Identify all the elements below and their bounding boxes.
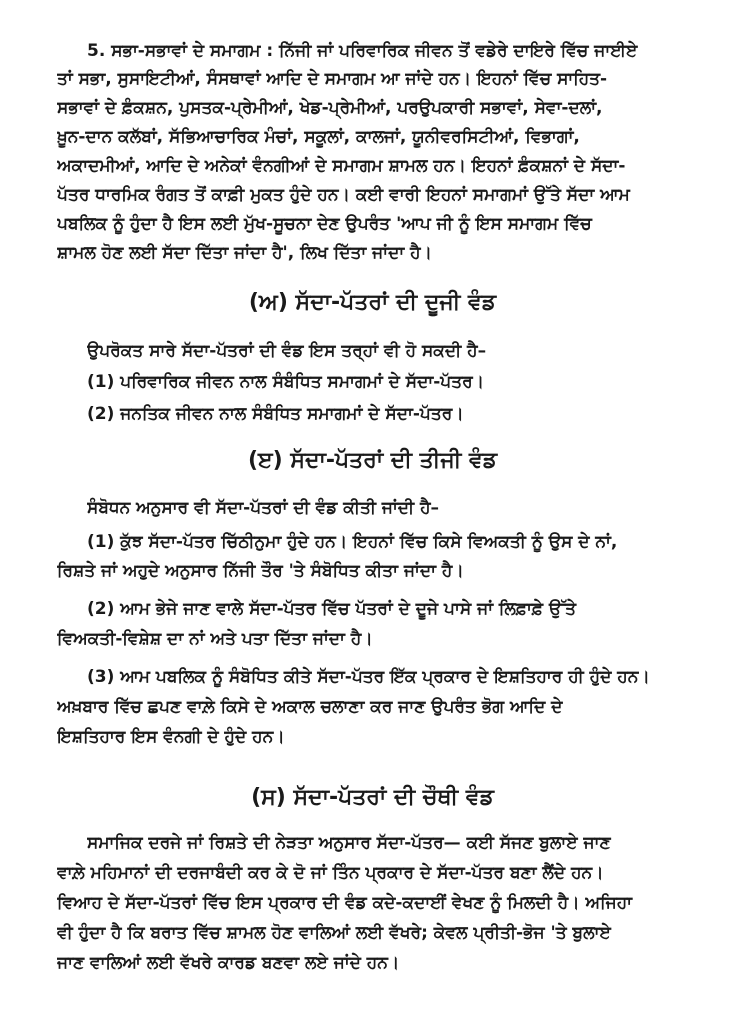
intro-line-7: ਪਬਲਿਕ ਨੂੰ ਹੁੰਦਾ ਹੈ ਇਸ ਲਈ ਮੁੱਖ-ਸੂਚਨਾ ਦੇਣ ਉਪਰੰਤ 'ਆਪ ਜੀ ਨੂੰ ਇਸ ਸਮਾਗਮ ਵਿੱਚ [57, 214, 592, 234]
section-s-line-4: ਵੀ ਹੁੰਦਾ ਹੈ ਕਿ ਬਰਾਤ ਵਿੱਚ ਸ਼ਾਮਲ ਹੋਣ ਵਾਲਿਆਂ ਲਈ ਵੱਖਰੇ; ਕੇਵਲ ਪ੍ਰੀਤੀ-ਭੋਜ 'ਤੇ ਬੁਲਾਏ [57, 923, 611, 943]
intro-line-8: ਸ਼ਾਮਲ ਹੋਣ ਲਈ ਸੱਦਾ ਦਿੱਤਾ ਜਾਂਦਾ ਹੈ', ਲਿਖ ਦਿੱਤਾ ਜਾਂਦਾ ਹੈ। [57, 243, 432, 263]
section-e-line-1: ਸੰਬੋਧਨ ਅਨੁਸਾਰ ਵੀ ਸੱਦਾ-ਪੱਤਰਾਂ ਦੀ ਵੰਡ ਕੀਤੀ ਜਾਂਦੀ ਹੈ– [87, 498, 440, 518]
section-heading-third-division: (ੲ) ਸੱਦਾ-ਪੱਤਰਾਂ ਦੀ ਤੀਜੀ ਵੰਡ [247, 448, 498, 473]
intro-line-4: ਖ਼ੂਨ-ਦਾਨ ਕਲੱਬਾਂ, ਸੱਭਿਆਚਾਰਿਕ ਮੰਚਾਂ, ਸਕੂਲਾਂ, ਕਾਲਜਾਂ, ਯੂਨੀਵਰਸਿਟੀਆਂ, ਵਿਭਾਗਾਂ, [57, 127, 580, 147]
section-e-item-3-cont-2: ਇਸ਼ਤਿਹਾਰ ਇਸ ਵੰਨਗੀ ਦੇ ਹੁੰਦੇ ਹਨ। [57, 727, 285, 747]
section-e-item-3: (3) ਆਮ ਪਬਲਿਕ ਨੂੰ ਸੰਬੋਧਿਤ ਕੀਤੇ ਸੱਦਾ-ਪੱਤਰ ਇੱਕ ਪ੍ਰਕਾਰ ਦੇ ਇਸ਼ਤਿਹਾਰ ਹੀ ਹੁੰਦੇ ਹਨ। [87, 667, 650, 687]
section-a-item-2: (2) ਜਨਤਿਕ ਜੀਵਨ ਨਾਲ ਸੰਬੰਧਿਤ ਸਮਾਗਮਾਂ ਦੇ ਸੱਦਾ-ਪੱਤਰ। [87, 404, 464, 424]
intro-line-1: 5. ਸਭਾ-ਸਭਾਵਾਂ ਦੇ ਸਮਾਗਮ : ਨਿੱਜੀ ਜਾਂ ਪਰਿਵਾਰਿਕ ਜੀਵਨ ਤੋਂ ਵਡੇਰੇ ਦਾਇਰੇ ਵਿੱਚ ਜਾਈਏ [87, 41, 638, 61]
section-e-item-2-cont: ਵਿਅਕਤੀ-ਵਿਸ਼ੇਸ਼ ਦਾ ਨਾਂ ਅਤੇ ਪਤਾ ਦਿੱਤਾ ਜਾਂਦਾ ਹੈ। [57, 629, 373, 649]
section-e-item-1: (1) ਕੁੱਝ ਸੱਦਾ-ਪੱਤਰ ਚਿੱਠੀਨੁਮਾ ਹੁੰਦੇ ਹਨ। ਇਹਨਾਂ ਵਿੱਚ ਕਿਸੇ ਵਿਅਕਤੀ ਨੂੰ ਉਸ ਦੇ ਨਾਂ, [87, 532, 618, 552]
section-a-line-1: ਉਪਰੋਕਤ ਸਾਰੇ ਸੱਦਾ-ਪੱਤਰਾਂ ਦੀ ਵੰਡ ਇਸ ਤਰ੍ਹਾਂ ਵੀ ਹੋ ਸਕਦੀ ਹੈ– [87, 341, 487, 361]
intro-line-6: ਪੱਤਰ ਧਾਰਮਿਕ ਰੰਗਤ ਤੋਂ ਕਾਫ਼ੀ ਮੁਕਤ ਹੁੰਦੇ ਹਨ। ਕਈ ਵਾਰੀ ਇਹਨਾਂ ਸਮਾਗਮਾਂ ਉੱਤੇ ਸੱਦਾ ਆਮ [57, 185, 630, 205]
section-e-item-1-cont: ਰਿਸ਼ਤੇ ਜਾਂ ਅਹੁਦੇ ਅਨੁਸਾਰ ਨਿੱਜੀ ਤੌਰ 'ਤੇ ਸੰਬੋਧਿਤ ਕੀਤਾ ਜਾਂਦਾ ਹੈ। [57, 561, 464, 581]
section-heading-fourth-division: (ਸ) ਸੱਦਾ-ਪੱਤਰਾਂ ਦੀ ਚੌਥੀ ਵੰਡ [251, 785, 494, 810]
intro-line-3: ਸਭਾਵਾਂ ਦੇ ਫ਼ੰਕਸ਼ਨ, ਪੁਸਤਕ-ਪ੍ਰੇਮੀਆਂ, ਖੇਡ-ਪ੍ਰੇਮੀਆਂ, ਪਰਉਪਕਾਰੀ ਸਭਾਵਾਂ, ਸੇਵਾ-ਦਲਾਂ, [57, 98, 603, 118]
section-s-line-2: ਵਾਲ਼ੇ ਮਹਿਮਾਨਾਂ ਦੀ ਦਰਜਾਬੰਦੀ ਕਰ ਕੇ ਦੋ ਜਾਂ ਤਿੰਨ ਪ੍ਰਕਾਰ ਦੇ ਸੱਦਾ-ਪੱਤਰ ਬਣਾ ਲੈਂਦੇ ਹਨ। [57, 863, 604, 883]
section-s-line-5: ਜਾਣ ਵਾਲਿਆਂ ਲਈ ਵੱਖਰੇ ਕਾਰਡ ਬਣਵਾ ਲਏ ਜਾਂਦੇ ਹਨ। [57, 953, 400, 973]
section-heading-second-division: (ਅ) ਸੱਦਾ-ਪੱਤਰਾਂ ਦੀ ਦੂਜੀ ਵੰਡ [248, 290, 497, 315]
section-e-item-3-cont-1: ਅਖ਼ਬਾਰ ਵਿੱਚ ਛਪਣ ਵਾਲ਼ੇ ਕਿਸੇ ਦੇ ਅਕਾਲ ਚਲਾਣਾ ਕਰ ਜਾਣ ਉਪਰੰਤ ਭੋਗ ਆਦਿ ਦੇ [57, 697, 563, 717]
section-a-item-1: (1) ਪਰਿਵਾਰਿਕ ਜੀਵਨ ਨਾਲ ਸੰਬੰਧਿਤ ਸਮਾਗਮਾਂ ਦੇ ਸੱਦਾ-ਪੱਤਰ। [87, 372, 485, 392]
section-s-line-3: ਵਿਆਹ ਦੇ ਸੱਦਾ-ਪੱਤਰਾਂ ਵਿੱਚ ਇਸ ਪ੍ਰਕਾਰ ਦੀ ਵੰਡ ਕਦੇ-ਕਦਾਈਂ ਵੇਖਣ ਨੂੰ ਮਿਲਦੀ ਹੈ। ਅਜਿਹਾ [57, 893, 633, 913]
intro-line-5: ਅਕਾਦਮੀਆਂ, ਆਦਿ ਦੇ ਅਨੇਕਾਂ ਵੰਨਗੀਆਂ ਦੇ ਸਮਾਗਮ ਸ਼ਾਮਲ ਹਨ। ਇਹਨਾਂ ਫ਼ੰਕਸ਼ਨਾਂ ਦੇ ਸੱਦਾ- [57, 156, 626, 176]
intro-line-2: ਤਾਂ ਸਭਾ, ਸੁਸਾਇਟੀਆਂ, ਸੰਸਥਾਵਾਂ ਆਦਿ ਦੇ ਸਮਾਗਮ ਆ ਜਾਂਦੇ ਹਨ। ਇਹਨਾਂ ਵਿੱਚ ਸਾਹਿਤ- [57, 69, 608, 89]
section-s-line-1: ਸਮਾਜਿਕ ਦਰਜੇ ਜਾਂ ਰਿਸ਼ਤੇ ਦੀ ਨੇੜਤਾ ਅਨੁਸਾਰ ਸੱਦਾ-ਪੱਤਰ— ਕਈ ਸੱਜਣ ਬੁਲਾਏ ਜਾਣ [87, 833, 611, 853]
section-e-item-2: (2) ਆਮ ਭੇਜੇ ਜਾਣ ਵਾਲੇ ਸੱਦਾ-ਪੱਤਰ ਵਿੱਚ ਪੱਤਰਾਂ ਦੇ ਦੂਜੇ ਪਾਸੇ ਜਾਂ ਲਿਫ਼ਾਫ਼ੇ ਉੱਤੇ [87, 599, 577, 619]
